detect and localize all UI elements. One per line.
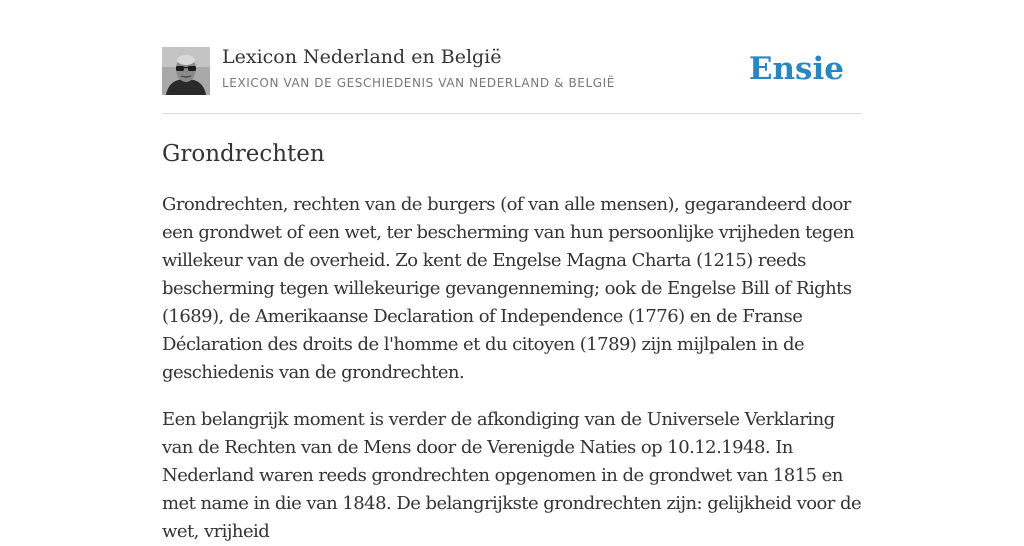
article-title: Grondrechten <box>162 141 325 167</box>
article-paragraph-2: Een belangrijk moment is verder de afkondiging van de Universele Verklaring van de Rechten van de Mens door de Verenigde Naties op 10.12.1948. In Nederland waren reeds grondrechten opgenomen in de grondwet van 1815 en met name in die van 1848. De belangrijkste grondrechten zijn: gelijkheid voor de wet, vrijheid <box>162 409 862 542</box>
site-header <box>162 46 862 114</box>
author-portrait-icon <box>162 47 210 95</box>
site-subtitle: LEXICON VAN DE GESCHIEDENIS VAN NEDERLAND & BELGIË <box>222 76 615 90</box>
site-title[interactable]: Lexicon Nederland en België <box>222 46 502 68</box>
author-avatar[interactable] <box>162 47 210 95</box>
ensie-logo-link[interactable]: Ensie <box>748 51 844 87</box>
page <box>162 0 862 546</box>
article-paragraph-1: Grondrechten, rechten van de burgers (of van alle mensen), gegarandeerd door een grondwet of een wet, ter bescherming van hun persoonlijke vrijheden tegen willekeur van de overheid. Zo kent de Engelse Magna Charta (1215) reeds bescherming tegen willekeurige gevangenneming; ook de Engelse Bill of Rights (1689), de Amerikaanse Declaration of Independence (1776) en de Franse Déclaration des droits de l'homme et du citoyen (1789) zijn mijlpalen in de geschiedenis van de grondrechten. <box>162 194 855 383</box>
